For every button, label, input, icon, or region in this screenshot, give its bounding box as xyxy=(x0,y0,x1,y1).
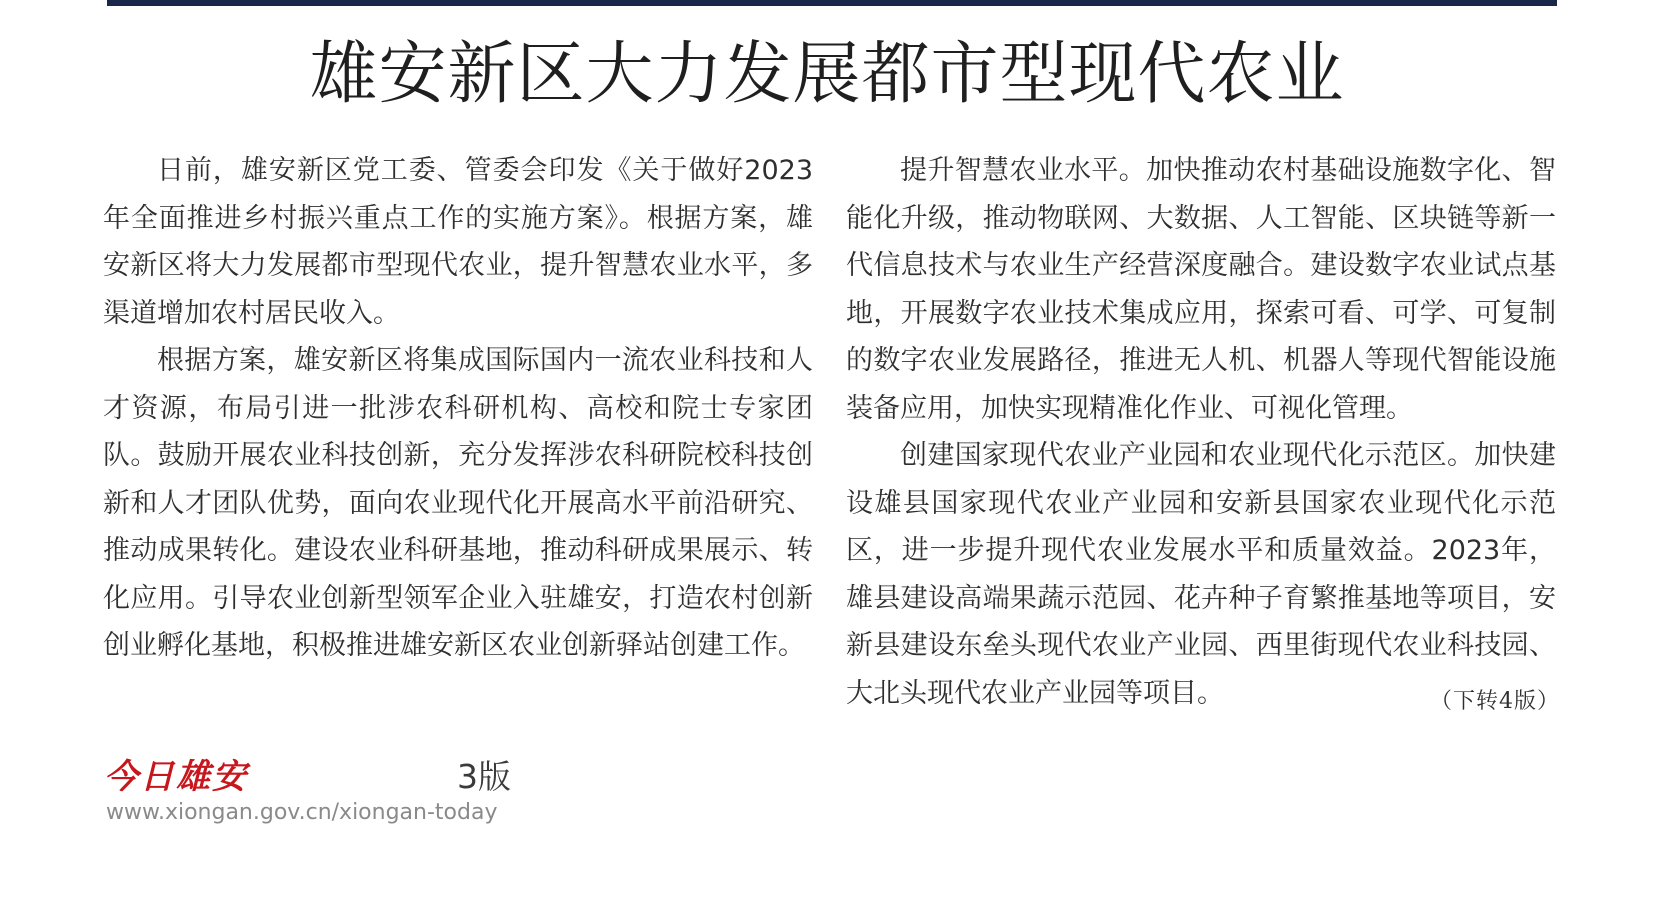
top-divider-bar xyxy=(107,0,1557,6)
page-number-label: 3版 xyxy=(457,757,511,796)
article-column-left xyxy=(103,147,813,670)
paragraph-science-talent: 根据方案，雄安新区将集成国际国内一流农业科技和人才资源，布局引进一批涉农科研机构、高校和院士专家团队。鼓励开展农业科技创新，充分发挥涉农科研院校科技创新和人才团队优势，面向农业现代化开展高水平前沿研究、推动成果转化。建设农业科研基地，推动科研成果展示、转化应用。引导农业创新型领军企业入驻雄安，打造农村创新创业孵化基地，积极推进雄安新区农业创新驿站创建工作。 xyxy=(103,345,813,661)
continued-on-page-note: （下转4版） xyxy=(1430,689,1560,714)
paragraph-intro: 日前，雄安新区党工委、管委会印发《关于做好2023年全面推进乡村振兴重点工作的实施方案》。根据方案，雄安新区将大力发展都市型现代农业，提升智慧农业水平，多渠道增加农村居民收入。 xyxy=(103,155,813,329)
paragraph-smart-agriculture: 提升智慧农业水平。加快推动农村基础设施数字化、智能化升级，推动物联网、大数据、人工智能、区块链等新一代信息技术与农业生产经营深度融合。建设数字农业试点基地，开展数字农业技术集成应用，探索可看、可学、可复制的数字农业发展路径，推进无人机、机器人等现代智能设施装备应用，加快实现精准化作业、可视化管理。 xyxy=(846,155,1556,424)
publication-url[interactable]: www.xiongan.gov.cn/xiongan-today xyxy=(106,800,498,825)
paragraph-industrial-park: 创建国家现代农业产业园和农业现代化示范区。加快建设雄县国家现代农业产业园和安新县国家农业现代化示范区，进一步提升现代农业发展水平和质量效益。2023年，雄县建设高端果蔬示范园、花卉种子育繁推基地等项目，安新县建设东垒头现代农业产业园、西里街现代农业科技园、大北头现代农业产业园等项目。 xyxy=(846,440,1556,709)
article-column-right xyxy=(846,147,1556,717)
publication-logo: 今日雄安 xyxy=(104,757,248,797)
article-headline: 雄安新区大力发展都市型现代农业 xyxy=(309,35,1345,114)
